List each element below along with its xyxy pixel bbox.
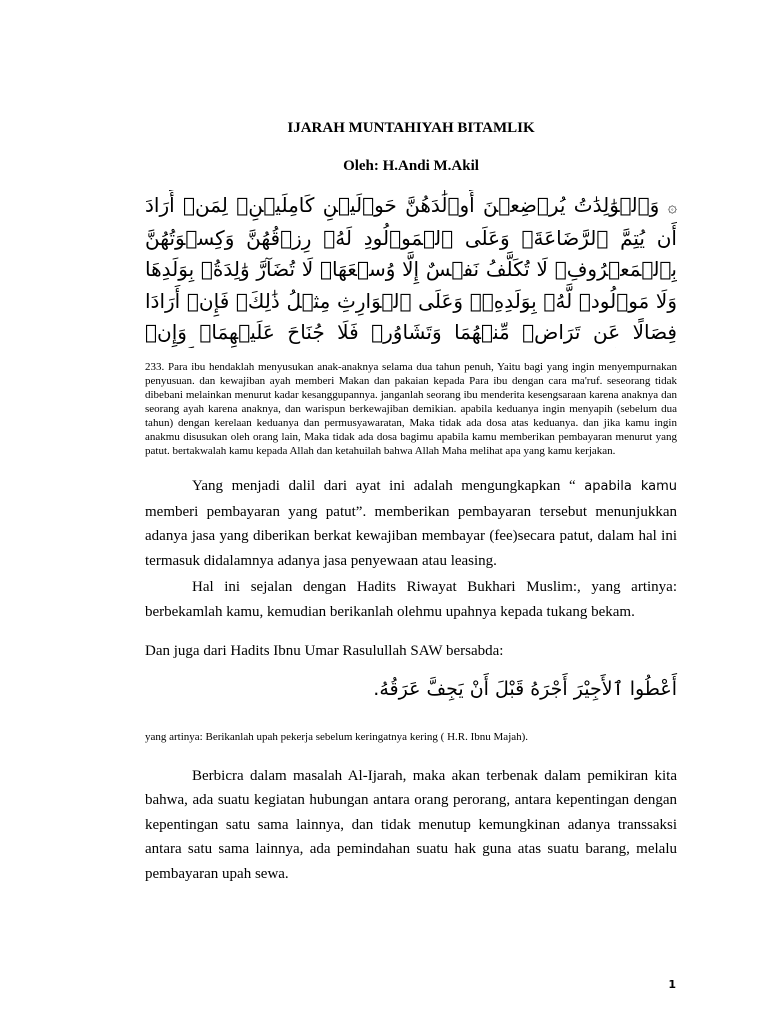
paragraph-dalil-rest: memberi pembayaran yang patut”. memberikan pembayaran tersebut menunjukkan adanya jasa yang diberikan berkat kewajiban membayar (fee)secara patut, dalam hal ini termasuk didalamnya adanya jasa penyewaan atau leasing. <box>145 503 677 569</box>
quran-verse-text: وَٱلۡوَٰلِدَٰتُ يُرۡضِعۡنَ أَوۡلَٰدَهُنَّ حَوۡلَيۡنِ كَامِلَيۡنِۖ لِمَنۡ أَرَادَ أَن يُتِمَّ ٱلرَّضَاعَةَۚ وَعَلَى ٱلۡمَوۡلُودِ لَهُۥ رِزۡقُهُنَّ وَكِسۡوَتُهُنَّ بِٱلۡمَعۡرُوفِۚ لَا تُكَلَّفُ نَفۡسٌ إِلَّا وُسۡعَهَاۚ لَا تُضَآرَّ وَٰلِدَةُۢ بِوَلَدِهَا وَلَا مَوۡلُودٞ لَّهُۥ بِوَلَدِهِۦۚ وَعَلَى ٱلۡوَارِثِ مِثۡلُ ذَٰلِكَۗ فَإِنۡ أَرَادَا فِصَالًا عَن تَرَاضٖ مِّنۡهُمَا وَتَشَاوُرٖ فَلَا جُنَاحَ عَلَيۡهِمَاۗ وَإِنۡ <box>145 193 677 344</box>
paragraph-hadits-bukhari: Hal ini sejalan dengan Hadits Riwayat Bukhari Muslim:, yang artinya: berbekamlah kamu, kemudian berikanlah olehmu upahnya kepada tukang bekam. <box>145 579 677 620</box>
paragraph-al-ijarah: Berbicra dalam masalah Al-Ijarah, maka akan terbenak dalam pemikiran kita bahwa, ada suatu kegiatan hubungan antara orang perorang, antara kepentingan dengan kepentingan satu sama lainnya, dan tidak menutup kemungkinan adanya transsaksi antara satu sama lainnya, ada pemindahan suatu hak guna atas suatu barang, melalu pembayaran upah sewa. <box>145 767 677 882</box>
hadith-arabic-text: أَعْطُوا ٱلأَجِيْرَ أَجْرَهُ قَبْلَ أَنْ يَجِفَّ عَرَقُهُ. <box>373 677 677 700</box>
verse-translation-footnote: 233. Para ibu hendaklah menyusukan anak-anaknya selama dua tahun penuh, Yaitu bagi yang ingin menyempurnakan penyusuan. dan kewajiban ayah memberi Makan dan pakaian kepada Para ibu dengan cara ma'ruf. seseorang tidak dibebani melainkan menurut kadar kesanggupannya. janganlah seorang ibu menderita kesengsaraan karena anaknya dan seorang ayah karena anaknya, dan warispun berkewajiban demikian. apabila keduanya ingin menyapih (sebelum dua tahun) dengan kerelaan keduanya dan permusyawaratan, Maka tidak ada dosa atas keduanya. dan jika kamu ingin anakmu disusukan oleh orang lain, Maka tidak ada dosa bagimu apabila kamu memberikan pembayaran menurut yang patut. bertakwalah kamu kepada Allah dan ketahuilah bahwa Allah Maha melihat apa yang kamu kerjakan. <box>145 361 677 457</box>
document-page <box>145 118 677 886</box>
paragraph-hadits-ibnu-umar: Dan juga dari Hadits Ibnu Umar Rasulullah SAW bersabda: <box>145 643 504 659</box>
page-number: 1 <box>668 978 676 991</box>
document-title: IJARAH MUNTAHIYAH BITAMLIK <box>287 120 535 136</box>
document-author: Oleh: H.Andi M.Akil <box>343 158 479 174</box>
hadith-translation: yang artinya: Berikanlah upah pekerja sebelum keringatnya kering ( H.R. Ibnu Majah). <box>145 730 529 743</box>
paragraph-dalil-quote: apabila kamu <box>584 479 677 494</box>
quran-verse <box>145 190 677 348</box>
paragraph-dalil <box>145 474 677 573</box>
paragraph-dalil-lead: Yang menjadi dalil dari ayat ini adalah mengungkapkan “ <box>192 478 585 494</box>
rub-el-hizb-icon: ۞ <box>667 197 677 216</box>
